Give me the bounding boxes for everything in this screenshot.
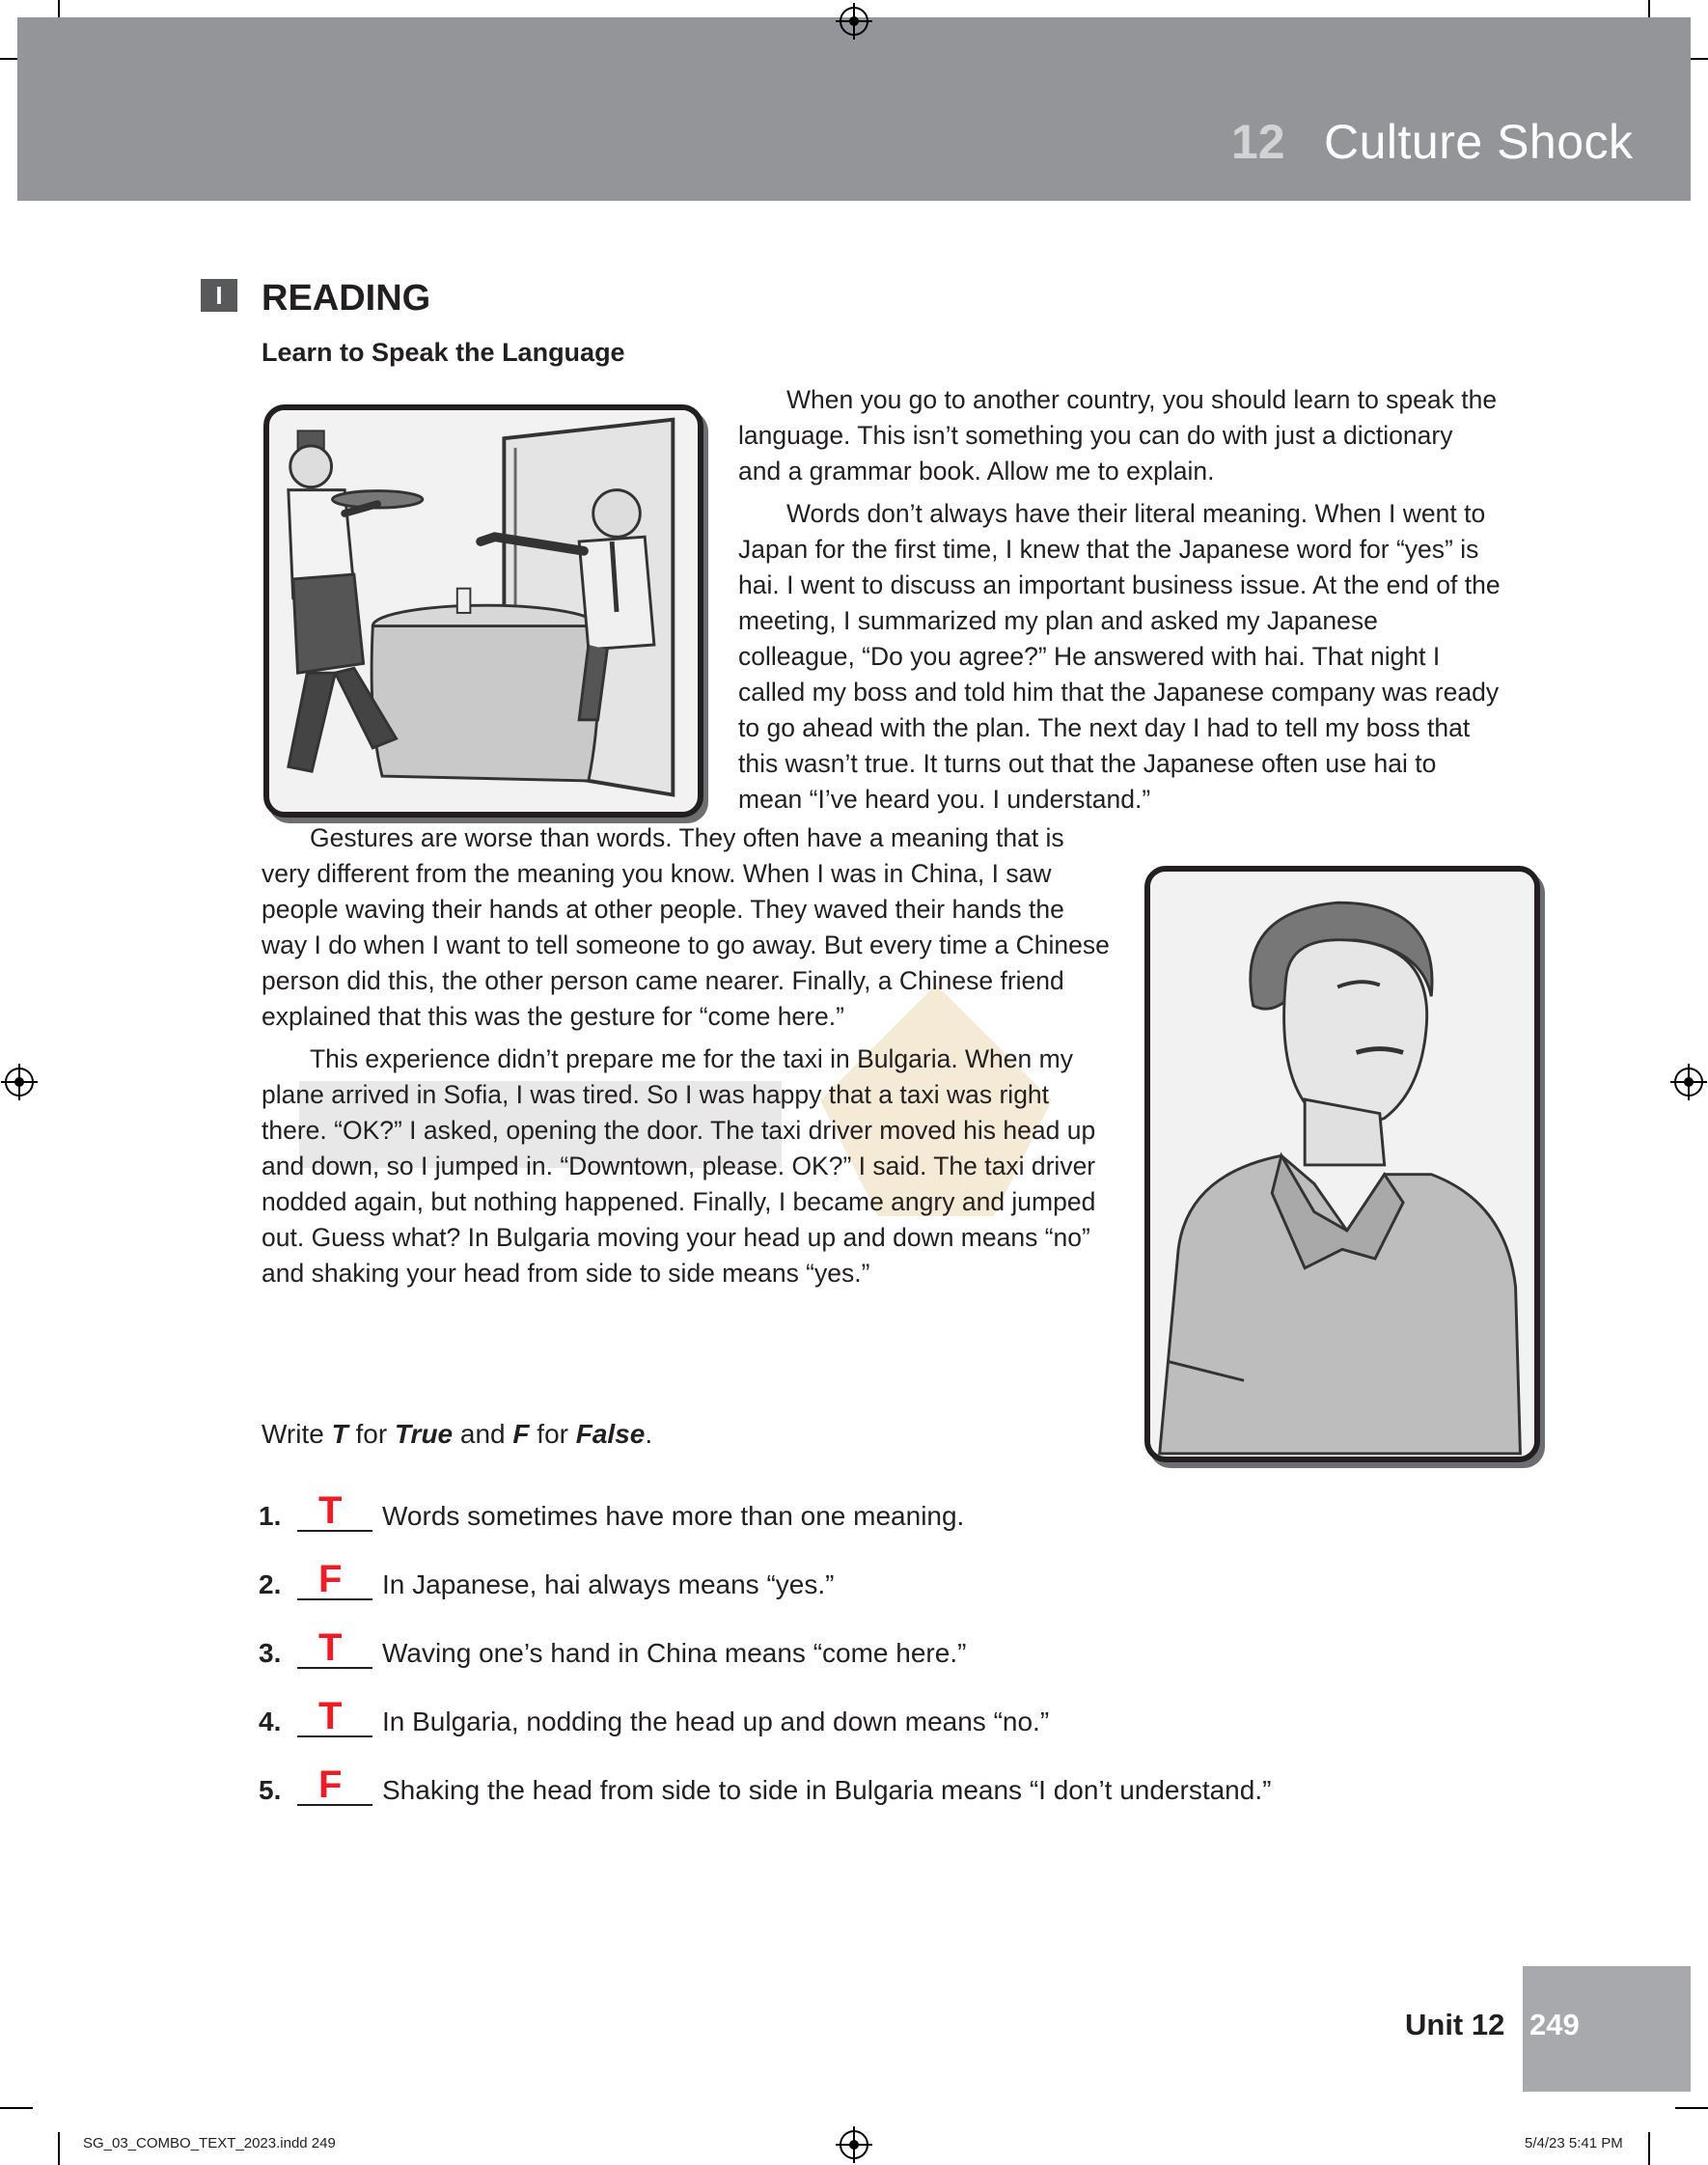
header-band [17, 17, 1691, 201]
handwritten-answer: T [318, 1626, 343, 1669]
print-slug-file: SG_03_COMBO_TEXT_2023.indd 249 [83, 2135, 336, 2151]
illustration-waiter-diner [263, 404, 703, 818]
true-false-list [259, 1489, 1513, 1844]
question-item [259, 1489, 1513, 1569]
article-paragraph: This experience didn’t prepare me for the taxi in Bulgaria. When my plane arrived in Sofia, I was tired. So I was happy that a taxi was right there. “OK?” I asked, opening the door. The taxi driver moved his head up and down, so I jumped in. “Downtown, please. OK?” I said. The taxi driver nodded again, but nothing happened. Finally, I became angry and jumped out. Guess what? In Bulgaria moving your head up and down means “no” and shaking your head from side to side means “yes.” [262, 1044, 1096, 1288]
instruction-false: False [575, 1419, 646, 1449]
article-left-column [262, 820, 1111, 1298]
crop-mark [0, 2107, 33, 2109]
article-paragraph: When you go to another country, you should learn to speak the language. This isn’t something you can do with just a dictionary and a grammar book. Allow me to explain. [738, 385, 1498, 486]
handwritten-answer: F [318, 1763, 343, 1806]
section-title: READING [262, 278, 431, 319]
crop-mark [58, 2132, 60, 2165]
instruction-text: and [453, 1419, 513, 1449]
question-number: 4. [259, 1707, 282, 1736]
registration-mark-icon [840, 7, 868, 36]
question-text: Shaking the head from side to side in Bulgaria means “I don’t understand.” [382, 1775, 1272, 1805]
question-number: 3. [259, 1638, 282, 1668]
question-text: In Bulgaria, nodding the head up and down means “no.” [382, 1707, 1050, 1736]
handwritten-answer: T [318, 1695, 343, 1737]
reading-subtitle: Learn to Speak the Language [262, 338, 625, 367]
section-marker: I [201, 279, 237, 312]
instruction-text: . [645, 1419, 653, 1449]
article-right-column [738, 382, 1501, 824]
waiter-diner-drawing [269, 410, 698, 812]
registration-mark-icon [840, 2130, 868, 2159]
instruction-text: Write [262, 1419, 332, 1449]
instruction-text: for [347, 1419, 395, 1449]
crop-mark [1648, 2132, 1650, 2165]
registration-mark-icon [1674, 1068, 1703, 1096]
question-text: In Japanese, hai always means “yes.” [382, 1569, 835, 1599]
instruction-t: T [331, 1419, 348, 1449]
question-item [259, 1626, 1513, 1707]
handwritten-answer: F [318, 1558, 343, 1600]
instruction-f: F [512, 1419, 530, 1449]
registration-mark-icon [5, 1068, 34, 1096]
question-text: Words sometimes have more than one meaning. [382, 1501, 965, 1531]
unit-label: Unit 12 [1405, 2008, 1505, 2041]
exercise-instruction [262, 1419, 652, 1450]
question-number: 1. [259, 1501, 282, 1531]
question-item [259, 1558, 1513, 1638]
question-item [259, 1763, 1513, 1844]
chapter-number: 12 [1231, 115, 1285, 169]
chapter-title: Culture Shock [1324, 115, 1634, 169]
man-portrait-drawing [1150, 872, 1534, 1457]
handwritten-answer: T [318, 1489, 343, 1532]
crop-mark [1675, 2107, 1708, 2109]
question-item [259, 1695, 1513, 1775]
instruction-text: for [529, 1419, 576, 1449]
question-number: 5. [259, 1775, 282, 1805]
illustration-man-portrait [1144, 866, 1540, 1462]
page-number: 249 [1529, 2008, 1580, 2041]
article-paragraph: Gestures are worse than words. They often have a meaning that is very different from the meaning you know. When I was in China, I saw people waving their hands at other people. They waved their hands the way I do when I want to tell someone to go away. But every time a Chinese person did this, the other person came nearer. Finally, a Chinese friend explained that this was the gesture for “come here.” [262, 823, 1110, 1031]
instruction-true: True [394, 1419, 454, 1449]
question-text: Waving one’s hand in China means “come here.” [382, 1638, 967, 1668]
article-paragraph: Words don’t always have their literal meaning. When I went to Japan for the first time, I knew that the Japanese word for “yes” is hai. I went to discuss an important business issue. At the end of the meeting, I summarized my plan and asked my Japanese colleague, “Do you agree?” He answered with hai. That night I called my boss and told him that the Japanese company was ready to go ahead with the plan. The next day I had to tell my boss that this wasn’t true. It turns out that the Japanese often use hai to mean “I’ve heard you. I understand.” [738, 499, 1501, 814]
print-slug-date: 5/4/23 5:41 PM [1525, 2135, 1623, 2151]
question-number: 2. [259, 1569, 282, 1599]
